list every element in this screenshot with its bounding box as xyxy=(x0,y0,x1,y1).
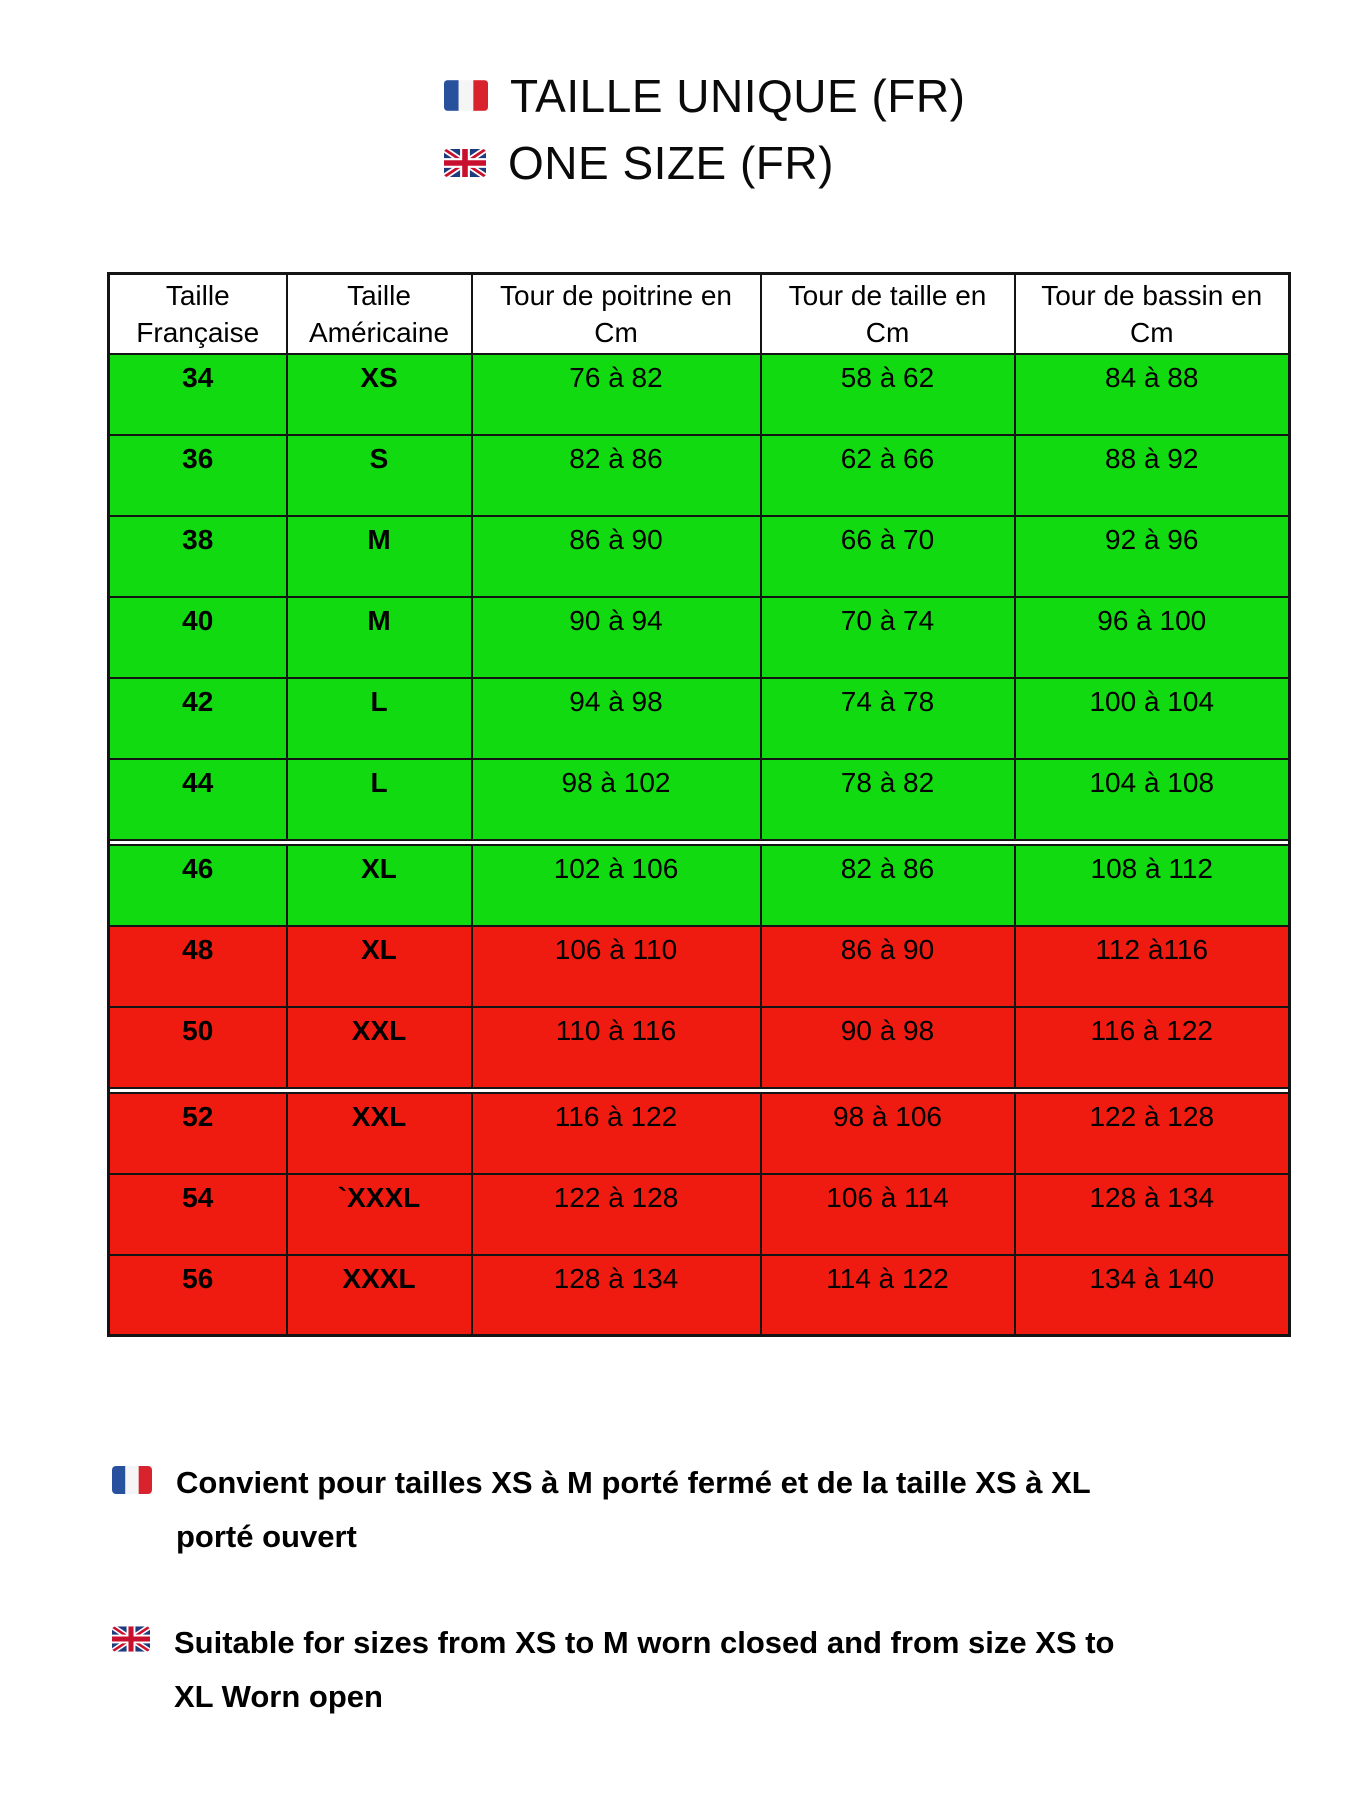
cell-american-size: XXXL xyxy=(287,1255,472,1336)
table-row-size-56 xyxy=(109,1255,1290,1336)
column-header-text: Tour de bassin en xyxy=(1041,279,1263,311)
column-header-text: Française xyxy=(136,316,260,348)
column-header-text: Cm xyxy=(865,316,910,348)
cell-american-size: L xyxy=(287,678,472,759)
cell-hips-range: 96 à 100 xyxy=(1015,597,1290,678)
cell-american-size: XXL xyxy=(287,1093,472,1174)
title-row-english xyxy=(444,129,965,196)
note-line: porté ouvert xyxy=(176,1519,357,1554)
note-french-text xyxy=(176,1456,1091,1564)
french-flag-icon xyxy=(112,1464,152,1564)
cell-american-size: M xyxy=(287,597,472,678)
cell-american-size: XL xyxy=(287,926,472,1007)
column-header-hips xyxy=(1015,274,1290,354)
cell-waist-range: 70 à 74 xyxy=(761,597,1015,678)
title-block xyxy=(444,62,965,196)
cell-french-size: 48 xyxy=(109,926,287,1007)
cell-chest-range: 94 à 98 xyxy=(472,678,761,759)
cell-american-size: XS xyxy=(287,354,472,435)
note-english-text xyxy=(174,1616,1115,1724)
table-row-size-44 xyxy=(109,759,1290,840)
cell-hips-range: 92 à 96 xyxy=(1015,516,1290,597)
column-header-text: Tour de taille en xyxy=(788,279,987,311)
column-header-french-size xyxy=(109,274,287,354)
table-header-row xyxy=(109,274,1290,354)
french-flag-icon xyxy=(444,80,488,111)
cell-waist-range: 58 à 62 xyxy=(761,354,1015,435)
table-row-size-40 xyxy=(109,597,1290,678)
page-title-english: ONE SIZE (FR) xyxy=(508,136,834,189)
cell-american-size: S xyxy=(287,435,472,516)
column-header-american-size xyxy=(287,274,472,354)
note-french xyxy=(112,1456,1091,1564)
uk-flag-icon xyxy=(444,148,486,178)
note-english xyxy=(112,1616,1115,1724)
cell-chest-range: 98 à 102 xyxy=(472,759,761,840)
cell-waist-range: 66 à 70 xyxy=(761,516,1015,597)
note-line: XL Worn open xyxy=(174,1679,383,1714)
column-header-text: Américaine xyxy=(308,316,450,348)
uk-flag-icon xyxy=(112,1624,150,1724)
cell-hips-range: 84 à 88 xyxy=(1015,354,1290,435)
cell-chest-range: 128 à 134 xyxy=(472,1255,761,1336)
cell-chest-range: 102 à 106 xyxy=(472,845,761,926)
cell-french-size: 34 xyxy=(109,354,287,435)
cell-hips-range: 134 à 140 xyxy=(1015,1255,1290,1336)
cell-chest-range: 106 à 110 xyxy=(472,926,761,1007)
cell-french-size: 46 xyxy=(109,845,287,926)
cell-hips-range: 116 à 122 xyxy=(1015,1007,1290,1088)
cell-french-size: 42 xyxy=(109,678,287,759)
column-header-text: Taille xyxy=(165,279,230,311)
cell-american-size: `XXXL xyxy=(287,1174,472,1255)
table-row-size-54 xyxy=(109,1174,1290,1255)
size-table xyxy=(107,272,1291,1337)
cell-hips-range: 112 à116 xyxy=(1015,926,1290,1007)
column-header-text: Tour de poitrine en xyxy=(500,279,732,311)
cell-hips-range: 108 à 112 xyxy=(1015,845,1290,926)
note-line: Convient pour tailles XS à M porté fermé et de la taille XS à XL xyxy=(176,1465,1091,1500)
table-row-size-52 xyxy=(109,1093,1290,1174)
cell-chest-range: 86 à 90 xyxy=(472,516,761,597)
cell-waist-range: 90 à 98 xyxy=(761,1007,1015,1088)
cell-hips-range: 100 à 104 xyxy=(1015,678,1290,759)
cell-waist-range: 62 à 66 xyxy=(761,435,1015,516)
cell-american-size: M xyxy=(287,516,472,597)
column-header-text: Cm xyxy=(594,316,638,348)
cell-american-size: XL xyxy=(287,845,472,926)
table-row-size-34 xyxy=(109,354,1290,435)
cell-waist-range: 114 à 122 xyxy=(761,1255,1015,1336)
column-header-text: Taille xyxy=(347,279,411,311)
cell-hips-range: 104 à 108 xyxy=(1015,759,1290,840)
column-header-text: Cm xyxy=(1129,316,1174,348)
column-header-chest xyxy=(472,274,761,354)
table-row-size-42 xyxy=(109,678,1290,759)
table-row-size-38 xyxy=(109,516,1290,597)
cell-chest-range: 116 à 122 xyxy=(472,1093,761,1174)
cell-american-size: XXL xyxy=(287,1007,472,1088)
cell-french-size: 52 xyxy=(109,1093,287,1174)
table-row-size-46 xyxy=(109,845,1290,926)
title-row-french xyxy=(444,62,965,129)
table-row-size-48 xyxy=(109,926,1290,1007)
cell-waist-range: 82 à 86 xyxy=(761,845,1015,926)
cell-french-size: 44 xyxy=(109,759,287,840)
cell-hips-range: 122 à 128 xyxy=(1015,1093,1290,1174)
cell-waist-range: 78 à 82 xyxy=(761,759,1015,840)
cell-chest-range: 110 à 116 xyxy=(472,1007,761,1088)
cell-chest-range: 76 à 82 xyxy=(472,354,761,435)
cell-waist-range: 98 à 106 xyxy=(761,1093,1015,1174)
cell-waist-range: 86 à 90 xyxy=(761,926,1015,1007)
cell-chest-range: 122 à 128 xyxy=(472,1174,761,1255)
cell-french-size: 50 xyxy=(109,1007,287,1088)
table-row-size-36 xyxy=(109,435,1290,516)
page-title-french: TAILLE UNIQUE (FR) xyxy=(510,69,966,122)
column-header-waist xyxy=(761,274,1015,354)
cell-french-size: 40 xyxy=(109,597,287,678)
cell-french-size: 38 xyxy=(109,516,287,597)
cell-french-size: 56 xyxy=(109,1255,287,1336)
cell-hips-range: 88 à 92 xyxy=(1015,435,1290,516)
table-row-size-50 xyxy=(109,1007,1290,1088)
note-line: Suitable for sizes from XS to M worn closed and from size XS to xyxy=(174,1625,1115,1660)
cell-french-size: 54 xyxy=(109,1174,287,1255)
cell-french-size: 36 xyxy=(109,435,287,516)
cell-chest-range: 82 à 86 xyxy=(472,435,761,516)
cell-waist-range: 74 à 78 xyxy=(761,678,1015,759)
cell-american-size: L xyxy=(287,759,472,840)
cell-hips-range: 128 à 134 xyxy=(1015,1174,1290,1255)
cell-waist-range: 106 à 114 xyxy=(761,1174,1015,1255)
cell-chest-range: 90 à 94 xyxy=(472,597,761,678)
